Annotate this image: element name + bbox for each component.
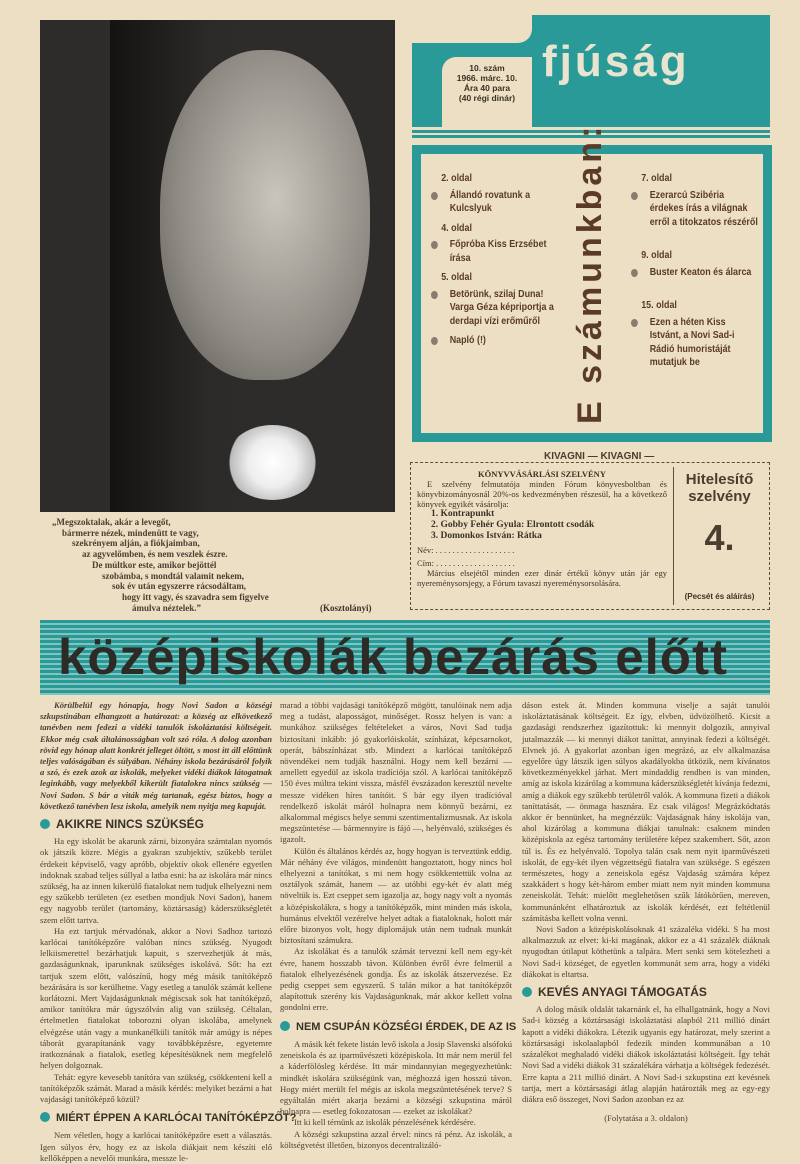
paragraph: Itt ki kell térnünk az iskolák pénzelésének kérdésére. <box>294 1117 476 1128</box>
contents-page: 5. oldal <box>441 271 472 283</box>
photo-face <box>160 50 370 380</box>
poem-line: szekrényem alján, a fiókjaimban, <box>72 538 200 549</box>
issue-date: 1966. márc. 10. <box>456 73 518 83</box>
subheading-text: AKIKRE NINCS SZÜKSÉG <box>56 817 205 832</box>
coupon-book: 2. Gobby Fehér Gyula: Elrontott csodák <box>431 520 595 530</box>
contents-title: E számunkban: <box>571 122 609 424</box>
cover-photo <box>40 20 395 512</box>
issue-number: 10. szám <box>469 63 505 73</box>
contents-page: 2. oldal <box>441 172 472 184</box>
contents-item[interactable]: Főpróba Kiss Erzsébet írása <box>431 238 559 265</box>
contents-page: 7. oldal <box>641 172 672 184</box>
poem-line: De múltkor este, amikor bejöttél <box>92 559 217 570</box>
subheading <box>522 987 770 998</box>
bullet-icon <box>40 819 50 829</box>
poem-author: (Kosztolányi) <box>320 603 372 613</box>
paragraph: Ha ezt tartjuk mérvadónak, akkor a Novi Sadhoz tartozó karlócai tanítóképzőre valóban nincs szükség. Nyugodt lelkiismerettel bezárhatjuk kapuit, s szervezhetjük át más, gazdaságunknak, iparunknak szükséges iskolává. Sőt: ha ezt tartjuk szem előtt, valószínű, hogy még másik tanítóképző bezárására is sor kerülhetne. Vagy esetleg a tanulók számát kellene korlátozni. Mert Vajdaságunknak mégiscsak sok hat tanítóképző, amikor tanítókra már úgyszólván alig van szükség. Céltalan, értelmetlen fiatalokat toborozni olyan iskolába, amelynek elvégzése után vagy a munkanélküli tanítók már amúgy is népes táborát gyarapítanánk vagy továbbképzésre, egyetemre iratkoznának a fiatalok, esetleg képesítésüknek nem megfelelő helyen dolgoznak. <box>40 925 272 1071</box>
bullet-icon <box>40 1112 50 1122</box>
coupon-text: E szelvény felmutatója minden Fórum könyvesboltban és könyvbizományosnál 20%-os kedvezményben részesül, ha a következő könyvek egyikét vásárolja: <box>417 479 667 509</box>
contents-page: 15. oldal <box>641 299 677 311</box>
paragraph: Ha egy iskolát be akarunk zárni, bizonyára számtalan nyomós ok játszik közre. Mégis a gyakran szubjektív, szűkebb terület érdekeit képviselő, vagy apróbb, objektív okok ellenére egyetlen indoknak szabad teljes súllyal a latba esni: ha az iskolára már nincs szükség, ha az innen kikerülő fiatalokat nem tudjuk elhelyezni nem egy szűkebb területen (ez esetben mondjuk Novi Sadon), hanem egy nagyobb terület (tartomány, köztársaság) káderszükségletét szem előtt tartva. <box>40 836 272 925</box>
headline-banner <box>40 620 770 695</box>
contents-item[interactable]: Állandó rovatunk a Kulcslyuk <box>431 189 559 216</box>
coupon-book: 3. Domonkos István: Rátka <box>431 531 542 541</box>
paragraph: A másik két fekete listán levő iskola a Josip Slavenski alsófokú zeneiskola és az iparművészeti középiskola. Itt már nem merül fel a káderfölösleg kérdése. Itt már mindannyian megegyezhetünk: mindkét iskolára szükségünk van, méghozzá igen hosszú távon. Hogy miért merült fel mégis az iskola megszüntetésének terve? S egyáltalán miért akarja bezárni a községi szkupstina máról holnapra — esetleg fokozatosan — ezeket az iskolákat? <box>280 1038 512 1117</box>
contents-item[interactable]: Ezerarcú Szibéria érdekes írás a világnak erről a titokzatos részéről <box>631 189 759 230</box>
subheading-text: KEVÉS ANYAGI TÁMOGATÁS <box>538 985 707 1000</box>
contents-page: 4. oldal <box>441 221 472 234</box>
contents-left <box>431 166 559 348</box>
coupon-body <box>417 469 667 588</box>
subheading <box>40 1112 297 1125</box>
paragraph: Külön és általános kérdés az, hogy hogyan is terveztünk eddig. Már néhány éve világos, mindenütt hangoztatott, hogy nincs hol elhelyezni a tanítókat, s mi nem hogy csökkentettük volna az osztályok számát, hanem — az utóbbi egy-két év alatt még növeltük is. Ezt cseppet sem igazolja az, hogy nagy volt a nyomás a középiskolákra, s hogy a tanítóképzők, mint minden más iskola, humánus elvektől vezérelve helyet adtak a fiataloknak, holott már előre bizonyos volt, hogy diplomájuk után nem tudnak munkát biztosítani számukra. <box>280 845 512 946</box>
coupon <box>410 462 770 610</box>
issue-price-old: (40 régi dinár) <box>458 93 516 103</box>
contents-item[interactable]: Buster Keaton és álarca <box>631 266 759 280</box>
coupon-book: 1. Kontrapunkt <box>431 509 495 519</box>
continued-link[interactable]: (Folytatása a 3. oldalon) <box>604 1113 688 1124</box>
article-column-1 <box>40 700 297 1164</box>
subheading-text: NEM CSUPÁN KÖZSÉGI ÉRDEK, DE AZ IS <box>296 1020 517 1033</box>
bullet-icon <box>280 1021 290 1031</box>
masthead <box>412 15 770 127</box>
name-field[interactable]: Név: . . . . . . . . . . . . . . . . . . . <box>417 545 515 555</box>
headline: középiskolák bezárás előtt <box>58 629 728 685</box>
article-column-3 <box>522 700 770 1124</box>
bullet-icon <box>522 987 532 997</box>
subheading <box>280 1020 517 1033</box>
poem-line: bármerre nézek, mindenütt te vagy, <box>62 527 199 538</box>
poem-line: az agyvelőmben, és nem veszlek észre. <box>82 549 228 560</box>
contents-item[interactable]: Napló (!) <box>431 334 559 348</box>
contents-item[interactable]: Betörünk, szilaj Duna! Varga Géza képriportja a derdapi vízi erőműről <box>431 288 559 329</box>
photo-flower <box>225 425 320 500</box>
contents-page: 9. oldal <box>641 249 672 261</box>
auth-title: Hitelesítő szelvény <box>685 471 754 505</box>
poem-line: ámulva néztelek.” <box>132 602 201 613</box>
cut-here-label: KIVAGNI — KIVAGNI — <box>538 451 660 462</box>
authentication-panel <box>673 467 765 605</box>
issue-info <box>442 57 532 129</box>
newspaper-logo: fjúság <box>542 37 690 86</box>
poem-line: sok év után egyszerre rácsodáltam, <box>112 581 247 592</box>
contents-box <box>412 122 772 442</box>
paragraph: Az iskolákat és a tanulók számát tervezni kell nem egy-két évre, hanem hosszabb távon. Különben évről évre felmerül a fiatalok elhelyezésének gondja. És az iskolák átszervezése. Ez pedig cseppet sem egyszerű. S talán mikor a hat tanítóképzőt alapítottuk szerény kis Vajdaságunknak, már akkor kellett volna gondolni erre. <box>280 946 512 1013</box>
poem <box>52 517 392 613</box>
coupon-title: KÖNYVVÁSÁRLÁSI SZELVÉNY <box>478 469 606 479</box>
paragraph: Tehát: egyre kevesebb tanítóra van szükség, csökkenteni kell a tanítóképzők számát. Marad a másik kérdés: melyiket bezárni a hat vajdasági tanítóképző közül? <box>40 1071 272 1104</box>
stamp-label: (Pecsét és aláírás) <box>684 592 755 601</box>
paragraph: marad a többi vajdasági tanítóképző mögött, tanulóinak nem adja meg a tudást, alaposságot, minőséget. Rossz helyen is van: a munkához szükséges feltételeket a város, Novi Sad tudja biztosítani inkább: jó gyakorlóiskolát, színházat, képcsarnokot, operát, bábszínházat stb. Mindezt a karlócai tanítóképző növendékei nem tudják használni. Hogy nem kell bezárni — amellett egyedül az iskola tradíciója szól. A karlócai tanítóképző 150 éves múltra tekint vissza, másfél évszázadon keresztül nevelte messze vidéken híres tanítóit. S bár egy ilyen tradícióval rendelkező iskolát máról holnapra nem könnyű bezárni, ez alkalommal mégiscs helye semmi szentimentalizmusnak. Az iskola megszüntetése — bármennyire is fájó —, helyénvaló, szükséges és igazolt. <box>280 700 512 845</box>
paragraph: Nem véletlen, hogy a karlócai tanítóképzőre esett a választás. Igen súlyos érv, hogy ez az iskola diákjait nem készíti elő kellőképpen a nevelői munkára, messze le- <box>40 1130 272 1163</box>
coupon-number: 4. <box>704 517 735 558</box>
article-lead: Körülbelül egy hónapja, hogy Novi Sadon a községi szkupstinában elhangzott a határozat: a község az elkövetkező tanévben nem fedezi a vidéki tanulók iskoláztatási költségeit. Ekkor még csak általánosságban volt szó róla. A dolog azonban rövid egy hónap alatt konkrét jelleget öltött, s most itt áll előttünk teljes valóságában és súlyában. Néhány iskola bezárásáról folyik a szó, és ezek azok az iskolák, melyeket vidéki diákok látogatnak leginkább, vagy melyekből kikerült fiatalokra nincs szükség — Novi Sadon. S bár a viták még tartanak, egész biztos, hogy a következő tanévben lesz iskola, amelyik nem nyitja meg kapuját. <box>40 700 272 811</box>
paragraph: Novi Sadon a középiskolásoknak 41 százaléka vidéki. S ha most alkalmazzuk az elvet: ki-ki magának, akkor ez a 41 százalék diáknak nyugodtan útilaput köthetünk a talpára. Mert senki sem kötelezheti a Novi Sad-i községet, de egyetlen kommunát sem arra, hogy a vidéki diákokat is eltartsa. <box>522 924 770 979</box>
contents-item[interactable]: Ezen a héten Kiss Istvánt, a Novi Sad-i Rádió humoristáját mutatjuk be <box>631 316 759 370</box>
poem-line: hogy itt vagy, és szavadra sem figyelve <box>122 591 269 602</box>
address-field[interactable]: Cím: . . . . . . . . . . . . . . . . . . . <box>417 558 515 568</box>
coupon-note: Március elsejétől minden ezer dinár értékű könyv után jár egy nyereménysorsjegy, a Fórum tavaszi nyereménysorsolására. <box>417 568 667 588</box>
article-column-2 <box>280 700 517 1151</box>
paragraph: A községi szkupstina azzal érvel: nincs rá pénz. Az iskolák, a költségvetést illetően, bizonyos decentralizáló- <box>280 1128 512 1150</box>
subheading <box>40 819 272 830</box>
paragraph: dáson estek át. Minden kommuna viselje a saját tanulói iskoláztatásának költségeit. Ez így, elvben, üdvözölhető. Kicsit a gazdasági rendszerhez igazítottuk: ki mennyit dolgozik, annyival jutalmazzák — ki mennyi diákot taníttat, annyinak fedezi a költségét. Elvnek jó. A gyakorlat azonban igen megrázó, az elv alkalmazása egyelőre úgy látszik igen súlyos akadályokba ütközik, nem kívánatos következményekkel járhat. Mert mindaddig rendben is van minden, amíg az iskola kizárólag a kommuna káderszükségletét kívánja fedezni, amíg a diákok egy szűkebb területről valók. A kommuna fizeti a diákok taníttatását, — önmaga hasznára. Ez csak világos! Megrázkódtatás akkor ér bennünket, ha megnézzük: Vajdaságnak hány iskolája van, ahol kizárólag a kommuna diákjai tanulnak: csaknem minden középiskola az egész tartomány területére képez szakembert. Sőt, azon túl is. És ez helyénvaló. Topolya talán csak nem nyit iparművészeti iskolát, de egy-két ilyen végzettségű fiatalra van szüksége. S egészen természetes, hogy a zeneiskola egész Vajdaság számára képez szakkádert s hogy két-három ember miatt nem nyit minden kommuna zeneiskolát. Tehát: mielőtt meglehetősen szűk látókörűen, mereven, kommunánként elhatároztuk az iskolák kérdését, ezt feltétlenül számításba kellett volna venni. <box>522 700 770 923</box>
poem-line: szobámba, s mondtál valamit nekem, <box>102 570 245 581</box>
subheading-text: MIÉRT ÉPPEN A KARLÓCAI TANÍTÓKÉPZŐT? <box>56 1112 297 1125</box>
poem-line: „Megszoktalak, akár a levegőt, <box>52 517 171 527</box>
contents-right <box>631 166 759 370</box>
paragraph: A dolog másik oldalát takarnánk el, ha elhallgatnánk, hogy a Novi Sad-i község a köztársasági iskoláztatási alapból 211 millió dinárt kapott a vidéki diákokra. Létezik ugyanis egy határozat, mely szerint a köztársasági iskolaalapból fedezik minden kommunában a 10 százalékot meghaladó vidéki diákok iskoláztatási költségeit. Így tehát Novi Sad a vidéki diákok 31 százalékára várhatja a költségek fedezését. Erre kapta a 211 millió dinárt. A Novi Sad-i szkupstina ezt kevésnek tartja, mert a köztársasági átlag alapján határozták meg az egy-egy diákra eső összeget, Novi Sadon azonban ez az <box>522 1004 770 1104</box>
issue-price: Ára 40 para <box>463 83 511 93</box>
